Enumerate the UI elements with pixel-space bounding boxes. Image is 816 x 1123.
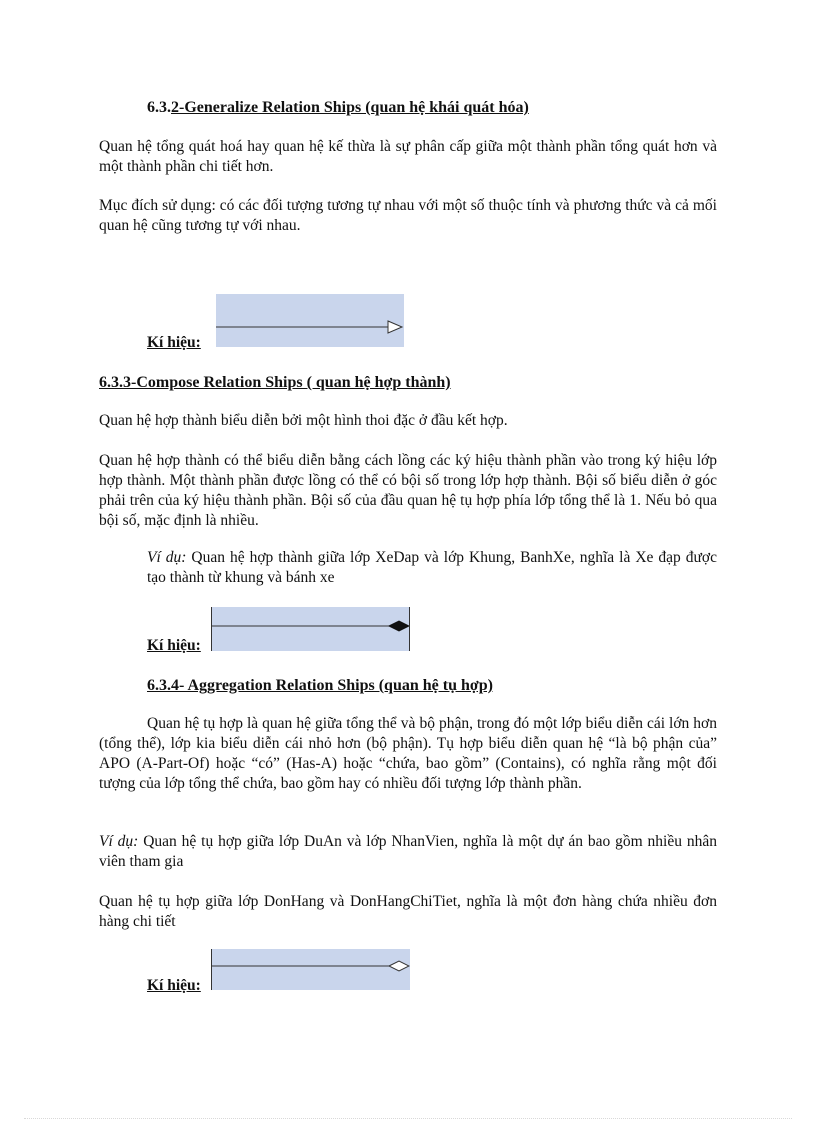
symbol-label-compose: Kí hiệu: — [147, 637, 201, 654]
symbol-label-generalize: Kí hiệu: — [147, 334, 201, 351]
paragraph-aggregation-example-2: Quan hệ tụ hợp giữa lớp DonHang và DonHangChiTiet, nghĩa là một đơn hàng chứa nhiều đơn hàng chi tiết — [99, 893, 717, 930]
section-heading-aggregation: 6.3.4- Aggregation Relation Ships (quan hệ tụ hợp) — [147, 677, 493, 694]
heading-main: 2-Generalize Relation Ships (quan hệ khái quát hóa) — [171, 99, 529, 116]
section-heading-generalize — [147, 98, 529, 118]
paragraph-generalize-definition: Quan hệ tổng quát hoá hay quan hệ kế thừa là sự phân cấp giữa một thành phần tổng quát hơn và một thành phần chi tiết hơn. — [99, 138, 717, 175]
example-text: Quan hệ hợp thành giữa lớp XeDap và lớp Khung, BanhXe, nghĩa là Xe đạp được tạo thành từ khung và bánh xe — [147, 549, 718, 586]
paragraph-compose-detail: Quan hệ hợp thành có thể biểu diễn bằng cách lồng các ký hiệu thành phần vào trong ký hiệu lớp hợp thành. Một thành phần được lồng có thể có bội số trong lớp hợp thành. Bội số biểu diễn ở góc phải trên của ký hiệu thành phần. Bội số của đầu quan hệ tụ hợp phía lớp tổng thể là 1. Nếu bỏ qua bội số, mặc định là nhiều. — [99, 452, 717, 529]
symbol-label-aggregation: Kí hiệu: — [147, 977, 201, 994]
example-text: Quan hệ tụ hợp giữa lớp DuAn và lớp NhanVien, nghĩa là một dự án bao gồm nhiều nhân viên tham gia — [99, 833, 718, 870]
paragraph-aggregation-definition: Quan hệ tụ hợp là quan hệ giữa tổng thể và bộ phận, trong đó một lớp biểu diễn cái lớn hơn (tổng thể), lớp kia biểu diễn cái nhỏ hơn (bộ phận). Tụ hợp biểu diễn quan hệ “là bộ phận của” APO (A-Part-Of) hoặc “có” (Has-A) hoặc “chứa, bao gồm” (Contains), có nghĩa rằng một đối tượng của lớp tổng thể chứa, bao gồm hay có nhiều đối tượng lớp thành phần. — [99, 715, 717, 792]
page-bottom-divider — [24, 1118, 792, 1119]
generalization-arrow-icon — [216, 294, 404, 347]
aggregation-diamond-icon — [211, 949, 410, 990]
paragraph-generalize-purpose: Mục đích sử dụng: có các đối tượng tương tự nhau với một số thuộc tính và phương thức và cả mối quan hệ cũng tương tự với nhau. — [99, 197, 717, 234]
example-label: Ví dụ: — [99, 833, 139, 850]
composition-diamond-icon — [211, 607, 410, 651]
paragraph-compose-example — [147, 548, 717, 588]
example-label: Ví dụ: — [147, 549, 187, 566]
heading-prefix: 6.3. — [147, 99, 171, 116]
paragraph-aggregation-example — [99, 832, 717, 872]
section-heading-compose: 6.3.3-Compose Relation Ships ( quan hệ hợp thành) — [99, 374, 451, 391]
paragraph-compose-definition: Quan hệ hợp thành biểu diễn bởi một hình thoi đặc ở đầu kết hợp. — [99, 412, 508, 429]
